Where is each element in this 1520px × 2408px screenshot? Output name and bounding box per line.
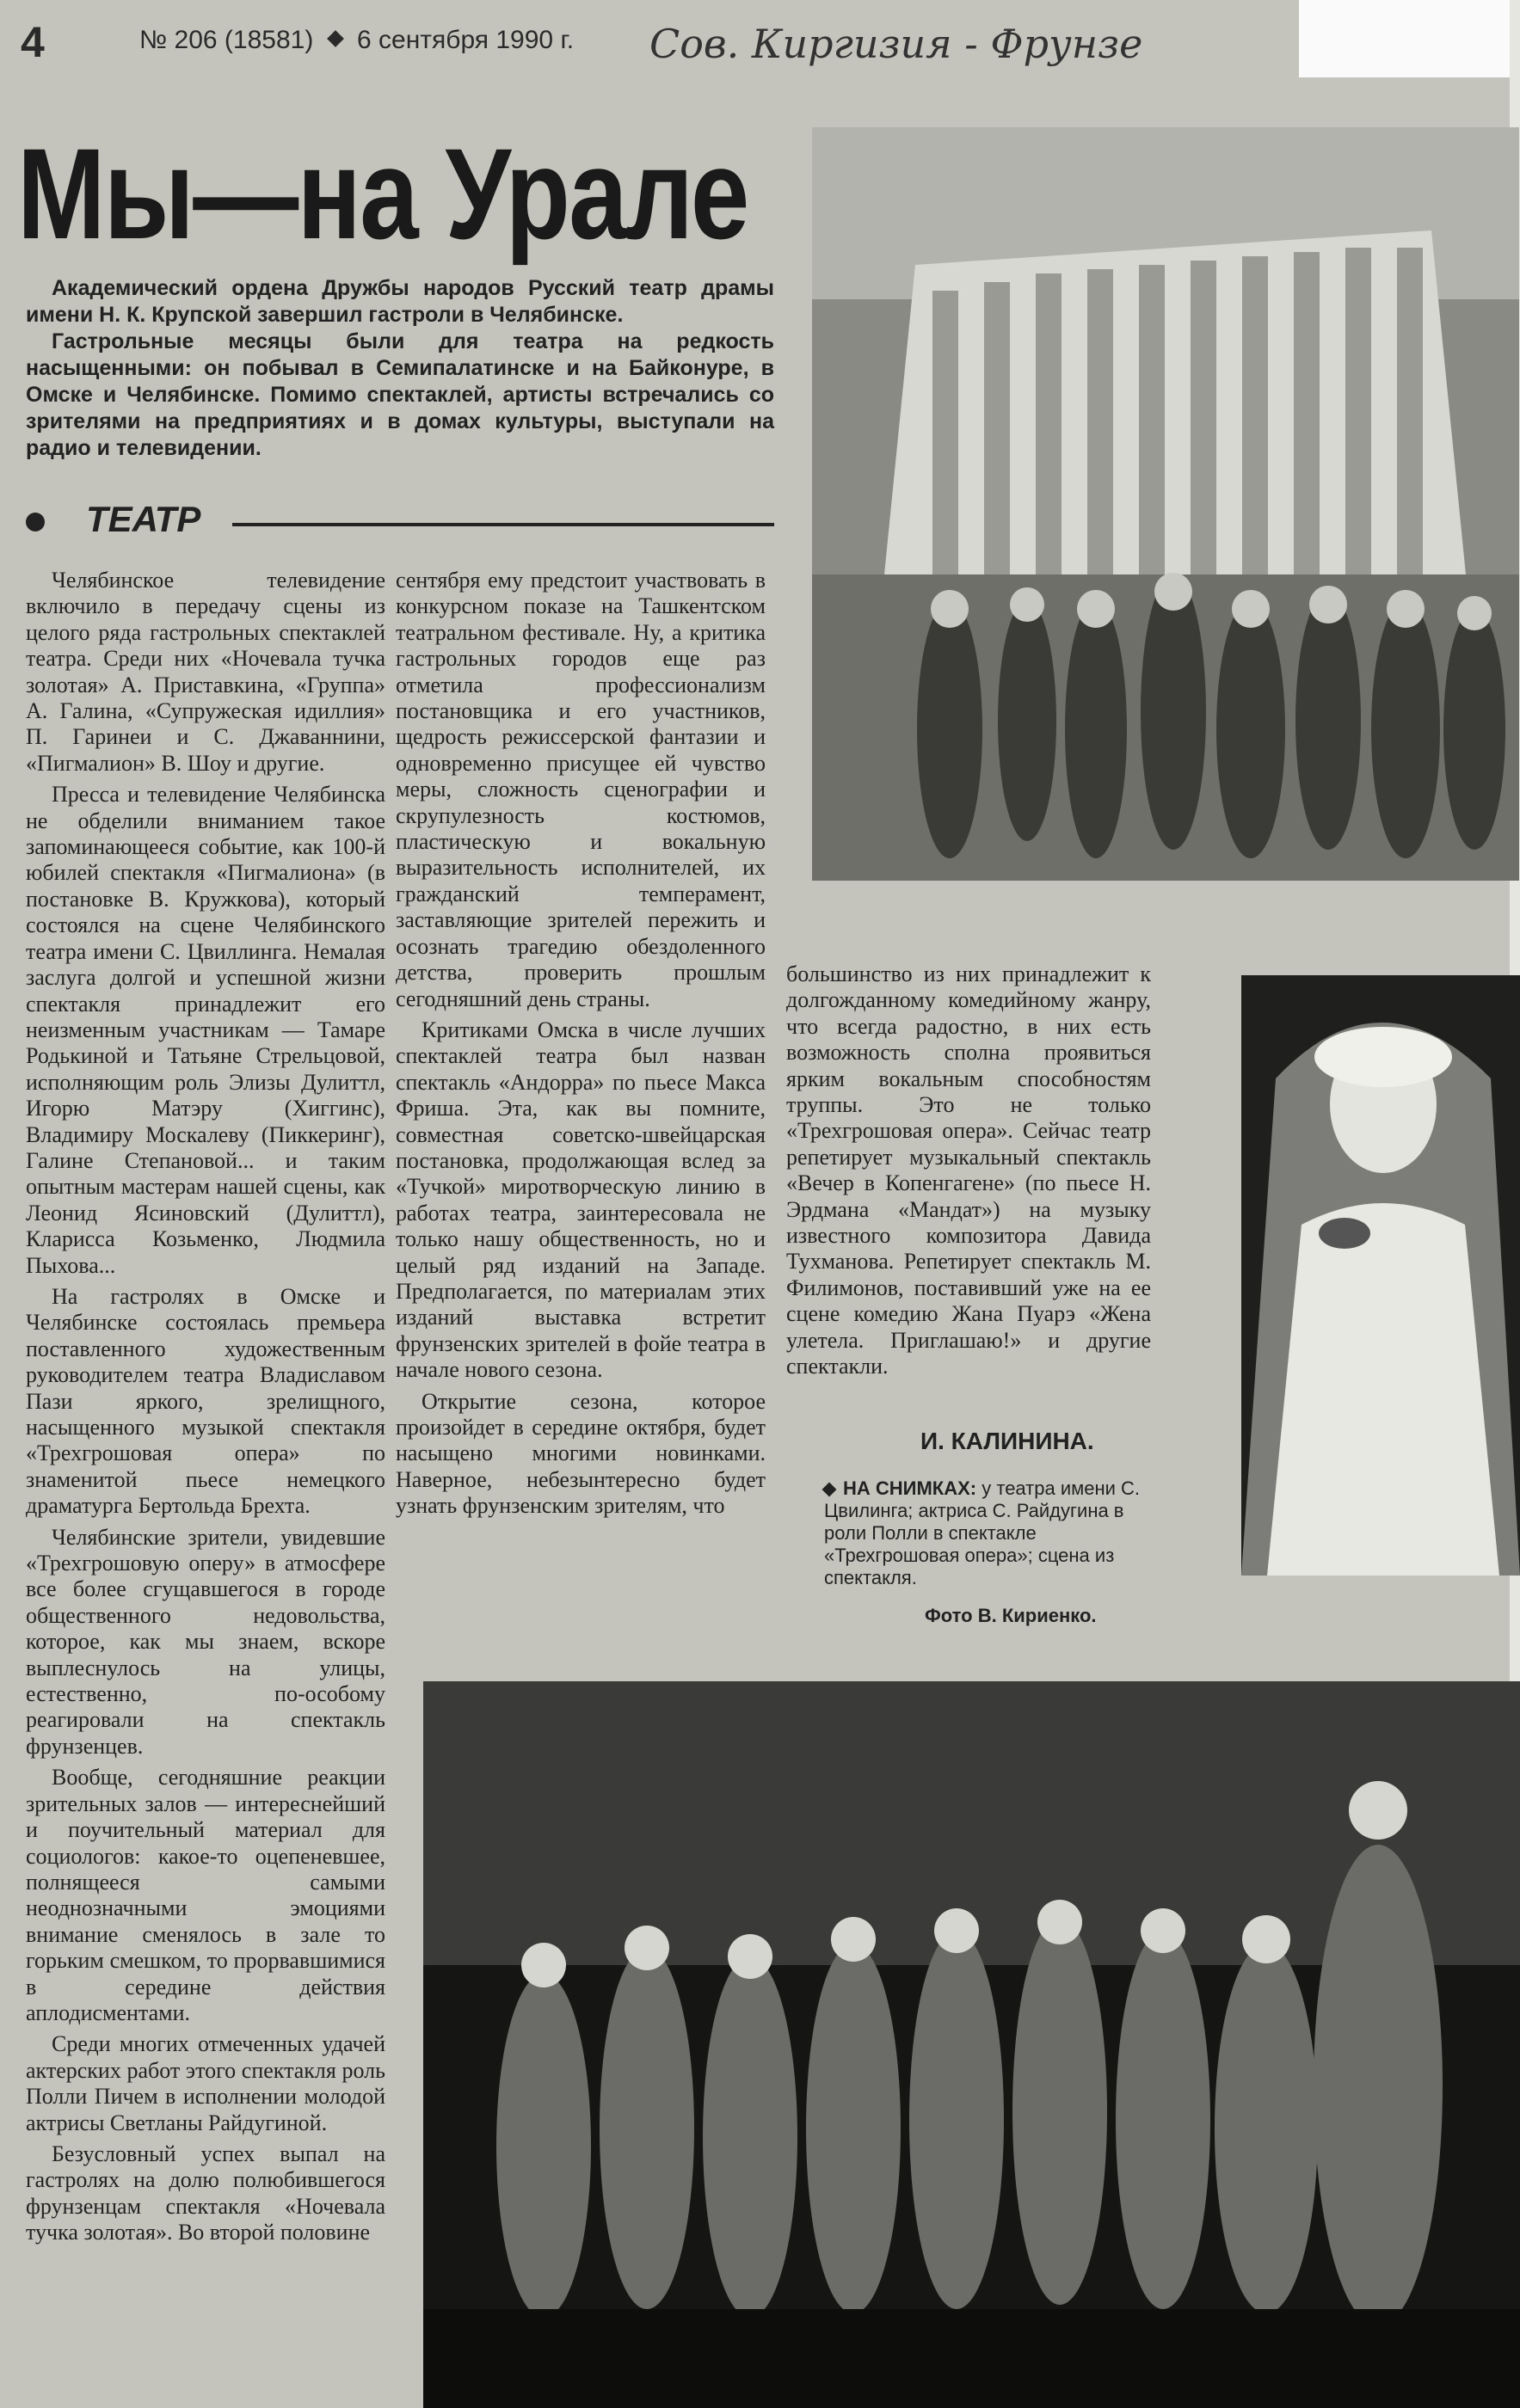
issue-number: № 206 (18581) xyxy=(139,26,314,54)
rubric-label: ТЕАТР xyxy=(86,499,201,539)
paragraph: Открытие сезона, которое произойдет в середине октября, будет насыщено многими новинками. Наверное, небезынтересно будет узнать фрунзенским зрителям, что xyxy=(396,1388,766,1519)
photo-credit: Фото В. Кириенко. xyxy=(925,1605,1097,1626)
paragraph: сентября ему предстоит участвовать в конкурсном показе на Ташкентском театральном фестивале. Ну, а критика гастрольных городов еще раз отметила профессионализм постановщика и его участников, щедрость режиссерской фантазии и одновременно присущее ей чувство меры, сложность сценографии и скрупулезность костюмов, пластическую и вокальную выразительность исполнителей, их гражданский темперамент, заставляющие зрителей пережить и осознать трагедию обездоленного детства, проверить прошлым сегодняшний день страны. xyxy=(396,568,766,1011)
lead-paragraph: Академический ордена Дружбы народов Русский театр драмы имени Н. К. Крупской завершил гастроли в Челябинске. xyxy=(26,276,774,327)
diamond-separator-icon xyxy=(327,30,344,47)
page-number: 4 xyxy=(21,18,45,66)
photo-caption xyxy=(824,1477,1153,1589)
paragraph: Пресса и телевидение Челябинска не обделили вниманием такое запоминающееся событие, как 100-й юбилей спектакля «Пигмалиона» (в постановке В. Кружкова), который состоялся на сцене Челябинского театра имени С. Цвиллинга. Немалая заслуга долгой и успешной жизни спектакля принадлежит его неизменным участникам — Тамаре Родькиной и Татьяне Стрельцовой, исполняющим роль Элизы Дулиттл, Игорю Матэру (Хиггинс), Владимиру Москалеву (Пиккеринг), Галине Степановой... и таким опытным мастерам нашей сцены, как Леонид Ясиновский (Дулиттл), Кларисса Козьменко, Людмила Пыхова... xyxy=(26,782,385,1278)
paragraph: Челябинские зрители, увидевшие «Трехгрошовую оперу» в атмосфере все более сгущавшегося в городе общественного недовольства, которое, как мы знаем, вскоре выплеснулось на улицы, естественно, по-особому реагировали на спектакль фрунзенцев. xyxy=(26,1524,385,1759)
paragraph: Среди многих отмеченных удачей актерских работ этого спектакля роль Полли Пичем в исполнении молодой актрисы Светланы Райдугиной. xyxy=(26,2031,385,2135)
caption-label: НА СНИМКАХ: xyxy=(843,1477,977,1499)
paragraph: На гастролях в Омске и Челябинске состоялась премьера поставленного художественным руководителем театра Владиславом Пази яркого, зрелищного, насыщенного музыкой спектакля «Трехгрошовая опера» по знаменитой пьесе немецкого драматурга Бертольда Брехта. xyxy=(26,1283,385,1519)
bullet-icon xyxy=(26,513,45,531)
section-rubric xyxy=(17,497,774,542)
paragraph: Безусловный успех выпал на гастролях на долю полюбившегося фрунзенцам спектакля «Ночевала тучка золотая». Во второй половине xyxy=(26,2141,385,2245)
stage-scene-photo xyxy=(423,1681,1520,2408)
author-signature: И. КАЛИНИНА. xyxy=(920,1428,1094,1454)
article-headline: Мы—на Урале xyxy=(17,121,748,266)
text-column-2 xyxy=(396,568,766,1525)
paper-background-strip xyxy=(1299,0,1520,77)
text-column-1 xyxy=(26,568,385,2251)
rubric-rule xyxy=(232,523,774,526)
issue-date: 6 сентября 1990 г. xyxy=(357,26,575,54)
diamond-bullet-icon xyxy=(822,1483,837,1497)
paragraph: Критиками Омска в числе лучших спектаклей театра был назван спектакль «Андорра» по пьесе Макса Фриша. Эта, как вы помните, совместная советско-швейцарская постановка, продолжающая вслед за «Тучкой» миротворческую линию в работах театра, заинтересовала не только нашу общественность, но и целый ряд изданий на Западе. Предполагается, по материалам этих изданий выставка встретит фрунзенских зрителей в фойе театра в начале нового сезона. xyxy=(396,1017,766,1383)
issue-line xyxy=(139,26,574,55)
paragraph: Вообще, сегодняшние реакции зрительных залов — интереснейший и поучительный материал для социологов: какое-то оцепеневшее, полнящееся самыми неоднозначными эмоциями внимание сменялось в зале то горьким смешком, то прорвавшимися в середине действия аплодисментами. xyxy=(26,1765,385,2025)
paragraph: Челябинское телевидение включило в передачу сцены из целого ряда гастрольных спектаклей театра. Среди них «Ночевала тучка золотая» А. Приставкина, «Группа» А. Галина, «Супружеская идиллия» П. Гаринеи и С. Джаваннини, «Пигмалион» В. Шоу и другие. xyxy=(26,568,385,776)
article-lead xyxy=(26,275,774,462)
text-column-3 xyxy=(786,961,1151,1385)
lead-paragraph: Гастрольные месяцы были для театра на редкость насыщенными: он побывал в Семипалатинске и на Байконуре, в Омске и Челябинске. Помимо спектаклей, артисты встречались со зрителями на предприятиях и в домах культуры, выступали на радио и телевидении. xyxy=(26,329,774,460)
paragraph: большинство из них принадлежит к долгожданному комедийному жанру, что всегда радостно, в них есть возможность сполна проявиться ярким вокальным способностям труппы. Это не только «Трехгрошовая опера». Сейчас театр репетирует музыкальный спектакль «Вечер в Копенгагене» (по пьесе Н. Эрдмана «Мандат») на музыку известного композитора Давида Тухманова. Репетирует спектакль М. Филимонов, поставивший уже на ее сцене комедию Жана Пуарэ «Жена улетела. Приглашаю!» и другие спектакли. xyxy=(786,961,1151,1379)
theatre-building-photo xyxy=(812,127,1519,881)
caption-text: у театра имени С. Цвилинга; актриса С. Райдугина в роли Полли в спектакле «Трехгрошовая опера»; сцена из спектакля. xyxy=(824,1477,1141,1588)
actress-portrait-photo xyxy=(1241,975,1520,1576)
handwritten-note: Сов. Киргизия - Фрунзе xyxy=(649,21,1143,67)
